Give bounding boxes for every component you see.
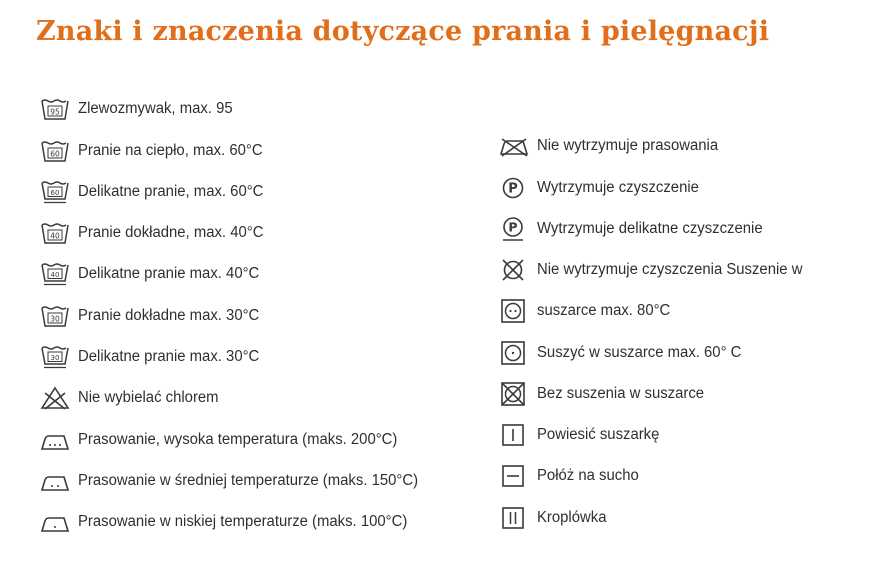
- list-item-label: Nie wytrzymuje czyszczenia Suszenie w: [537, 261, 803, 278]
- wash-95-icon: [40, 96, 70, 122]
- list-item-label: Delikatne pranie max. 30°C: [78, 348, 260, 365]
- svg-text:30: 30: [50, 314, 60, 324]
- list-item: [40, 507, 421, 537]
- list-item: [499, 338, 750, 368]
- list-item-label: Nie wybielać chlorem: [78, 389, 219, 406]
- list-item-label: Prasowanie w niskiej temperaturze (maks. 100°C): [78, 513, 408, 530]
- dry-clean-p-icon: [499, 175, 529, 201]
- svg-text:P: P: [508, 219, 518, 235]
- svg-text:P: P: [508, 181, 518, 197]
- no-tumble-dry-icon: [499, 381, 529, 407]
- drip-dry-icon: [499, 505, 529, 531]
- list-item-label: Wytrzymuje delikatne czyszczenie: [537, 220, 763, 237]
- list-item-label: suszarce max. 80°C: [537, 302, 671, 319]
- wash-30-icon: [40, 303, 70, 329]
- dry-flat-icon: [499, 463, 529, 489]
- list-item-label: Prasowanie, wysoka temperatura (maks. 200°C): [78, 431, 398, 448]
- list-item: [499, 296, 676, 326]
- page-title: Znaki i znaczenia dotyczące prania i pielęgnacji: [36, 16, 770, 47]
- list-item: [499, 214, 772, 244]
- no-iron-icon: [499, 133, 529, 159]
- list-item: [499, 503, 609, 533]
- iron-high-icon: [40, 427, 70, 453]
- list-item-label: Pranie dokładne, max. 40°C: [78, 224, 264, 241]
- list-item-label: Połóż na sucho: [537, 467, 639, 484]
- iron-medium-icon: [40, 468, 70, 494]
- svg-text:40: 40: [50, 271, 60, 279]
- svg-text:30: 30: [50, 354, 60, 362]
- no-dry-clean-icon: [499, 257, 529, 283]
- iron-low-icon: [40, 509, 70, 535]
- wash-60-icon: [40, 138, 70, 164]
- list-item-label: Pranie na ciepło, max. 60°C: [78, 142, 263, 159]
- list-item: [40, 259, 267, 289]
- svg-text:40: 40: [50, 231, 60, 241]
- wash-40-delicate-icon: [40, 261, 70, 287]
- list-item-label: Pranie dokładne max. 30°C: [78, 307, 260, 324]
- list-item: [40, 383, 224, 413]
- tumble-dry-high-icon: [499, 298, 529, 324]
- list-item: [499, 255, 814, 285]
- list-item: [40, 177, 271, 207]
- list-item: [40, 301, 267, 331]
- list-item: [499, 420, 665, 450]
- list-item-label: Suszyć w suszarce max. 60° C: [537, 344, 742, 361]
- list-item-label: Zlewozmywak, max. 95: [78, 100, 233, 117]
- svg-text:60: 60: [50, 149, 60, 159]
- list-item-label: Bez suszenia w suszarce: [537, 385, 705, 402]
- list-item: [40, 218, 271, 248]
- list-item: [40, 136, 270, 166]
- list-item: [40, 425, 411, 455]
- svg-text:60: 60: [50, 189, 60, 197]
- list-item-label: Prasowanie w średniej temperaturze (maks. 150°C): [78, 472, 419, 489]
- list-item-label: Kroplówka: [537, 509, 607, 526]
- line-dry-icon: [499, 422, 529, 448]
- list-item-label: Delikatne pranie, max. 60°C: [78, 183, 264, 200]
- list-item: [499, 379, 711, 409]
- list-item: [499, 131, 726, 161]
- dry-clean-p-gentle-icon: [499, 216, 529, 242]
- wash-40-icon: [40, 220, 70, 246]
- list-item-label: Powiesić suszarkę: [537, 426, 660, 443]
- list-item-label: Delikatne pranie max. 40°C: [78, 265, 260, 282]
- list-item: [499, 173, 706, 203]
- list-item: [40, 94, 239, 124]
- wash-30-delicate-icon: [40, 344, 70, 370]
- wash-60-delicate-icon: [40, 179, 70, 205]
- list-item: [40, 466, 432, 496]
- list-item: [40, 342, 267, 372]
- tumble-dry-low-icon: [499, 340, 529, 366]
- list-item-label: Nie wytrzymuje prasowania: [537, 137, 719, 154]
- svg-text:95: 95: [50, 107, 60, 117]
- list-item-label: Wytrzymuje czyszczenie: [537, 179, 699, 196]
- list-item: [499, 461, 643, 491]
- no-bleach-icon: [40, 385, 70, 411]
